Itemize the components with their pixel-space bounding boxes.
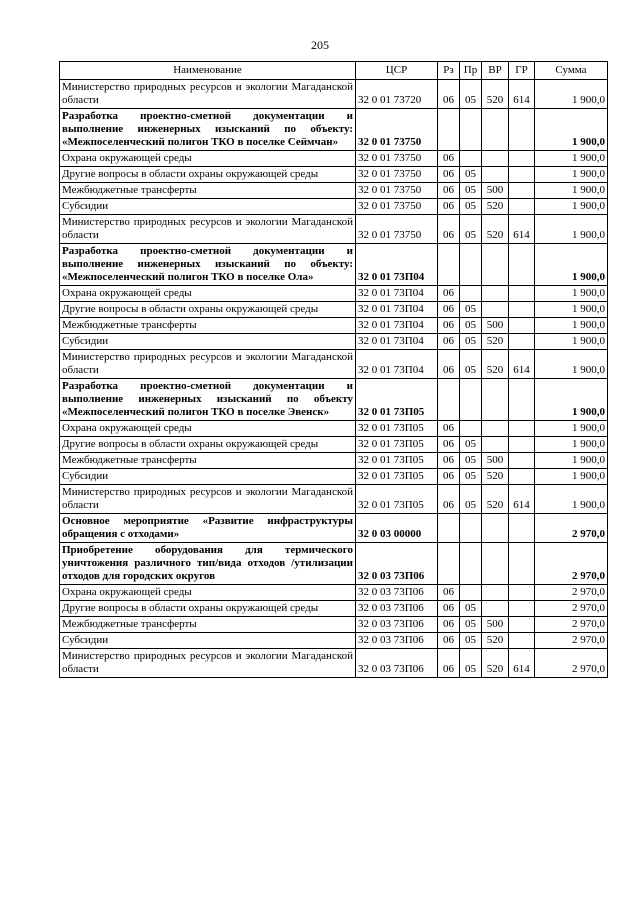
cell-gr xyxy=(509,633,535,649)
table-row xyxy=(60,80,608,109)
cell-csr: 32 0 03 00000 xyxy=(356,514,438,543)
table-body xyxy=(60,80,608,678)
cell-sum: 1 900,0 xyxy=(535,318,608,334)
cell-vr xyxy=(482,514,509,543)
table-row xyxy=(60,543,608,585)
cell-csr: 32 0 03 73П06 xyxy=(356,585,438,601)
cell-sum: 1 900,0 xyxy=(535,421,608,437)
cell-vr xyxy=(482,601,509,617)
cell-pr xyxy=(460,109,482,151)
cell-sum: 1 900,0 xyxy=(535,215,608,244)
cell-name: Приобретение оборудования для термического уничтожения различного тип/вида отходов /утилизации отходов для городских округов xyxy=(60,543,356,585)
cell-sum: 2 970,0 xyxy=(535,543,608,585)
cell-name: Другие вопросы в области охраны окружающей среды xyxy=(60,302,356,318)
cell-rz: 06 xyxy=(438,649,460,678)
cell-gr: 614 xyxy=(509,80,535,109)
cell-csr: 32 0 03 73П06 xyxy=(356,601,438,617)
cell-pr: 05 xyxy=(460,485,482,514)
cell-csr: 32 0 01 73750 xyxy=(356,183,438,199)
cell-pr: 05 xyxy=(460,350,482,379)
cell-name: Охрана окружающей среды xyxy=(60,585,356,601)
cell-pr xyxy=(460,244,482,286)
cell-csr: 32 0 01 73П05 xyxy=(356,437,438,453)
cell-gr xyxy=(509,286,535,302)
cell-csr: 32 0 01 73П05 xyxy=(356,453,438,469)
table-row xyxy=(60,109,608,151)
cell-gr xyxy=(509,318,535,334)
cell-csr: 32 0 01 73П05 xyxy=(356,421,438,437)
table-row xyxy=(60,379,608,421)
cell-gr xyxy=(509,244,535,286)
cell-csr: 32 0 01 73750 xyxy=(356,151,438,167)
cell-rz xyxy=(438,543,460,585)
cell-gr xyxy=(509,421,535,437)
cell-gr xyxy=(509,514,535,543)
cell-pr xyxy=(460,286,482,302)
cell-sum: 1 900,0 xyxy=(535,469,608,485)
cell-sum: 2 970,0 xyxy=(535,617,608,633)
cell-csr: 32 0 01 73750 xyxy=(356,199,438,215)
cell-sum: 1 900,0 xyxy=(535,199,608,215)
cell-csr: 32 0 01 73П05 xyxy=(356,485,438,514)
cell-gr: 614 xyxy=(509,485,535,514)
cell-pr xyxy=(460,379,482,421)
cell-vr xyxy=(482,421,509,437)
table-row xyxy=(60,215,608,244)
cell-pr: 05 xyxy=(460,302,482,318)
cell-name: Межбюджетные трансферты xyxy=(60,617,356,633)
cell-name: Субсидии xyxy=(60,469,356,485)
cell-csr: 32 0 01 73П05 xyxy=(356,379,438,421)
cell-vr: 520 xyxy=(482,633,509,649)
cell-name: Межбюджетные трансферты xyxy=(60,183,356,199)
table-row xyxy=(60,649,608,678)
cell-sum: 2 970,0 xyxy=(535,601,608,617)
cell-sum: 1 900,0 xyxy=(535,167,608,183)
cell-vr: 520 xyxy=(482,334,509,350)
cell-name: Министерство природных ресурсов и экологии Магаданской области xyxy=(60,485,356,514)
column-header-rz: Рз xyxy=(438,62,460,80)
cell-rz: 06 xyxy=(438,80,460,109)
table-row xyxy=(60,514,608,543)
cell-vr xyxy=(482,543,509,585)
cell-csr: 32 0 01 73П04 xyxy=(356,318,438,334)
cell-rz: 06 xyxy=(438,199,460,215)
cell-name: Другие вопросы в области охраны окружающей среды xyxy=(60,437,356,453)
cell-name: Субсидии xyxy=(60,199,356,215)
cell-name: Субсидии xyxy=(60,633,356,649)
cell-sum: 1 900,0 xyxy=(535,183,608,199)
cell-rz: 06 xyxy=(438,334,460,350)
cell-sum: 1 900,0 xyxy=(535,437,608,453)
cell-pr: 05 xyxy=(460,215,482,244)
table-row xyxy=(60,244,608,286)
cell-rz: 06 xyxy=(438,469,460,485)
cell-rz: 06 xyxy=(438,302,460,318)
cell-sum: 1 900,0 xyxy=(535,485,608,514)
cell-gr: 614 xyxy=(509,215,535,244)
cell-name: Министерство природных ресурсов и экологии Магаданской области xyxy=(60,80,356,109)
cell-sum: 2 970,0 xyxy=(535,585,608,601)
cell-sum: 1 900,0 xyxy=(535,286,608,302)
cell-csr: 32 0 01 73П04 xyxy=(356,302,438,318)
cell-name: Другие вопросы в области охраны окружающей среды xyxy=(60,601,356,617)
cell-name: Министерство природных ресурсов и экологии Магаданской области xyxy=(60,649,356,678)
cell-gr xyxy=(509,334,535,350)
cell-name: Министерство природных ресурсов и экологии Магаданской области xyxy=(60,215,356,244)
cell-rz: 06 xyxy=(438,167,460,183)
cell-name: Основное мероприятие «Развитие инфраструктуры обращения с отходами» xyxy=(60,514,356,543)
cell-rz xyxy=(438,514,460,543)
cell-gr xyxy=(509,167,535,183)
table-row xyxy=(60,485,608,514)
table-row xyxy=(60,151,608,167)
cell-rz: 06 xyxy=(438,421,460,437)
cell-pr: 05 xyxy=(460,601,482,617)
column-header-sum: Сумма xyxy=(535,62,608,80)
cell-pr: 05 xyxy=(460,80,482,109)
cell-rz: 06 xyxy=(438,453,460,469)
page-number: 205 xyxy=(311,38,329,52)
cell-pr: 05 xyxy=(460,199,482,215)
cell-csr: 32 0 01 73П04 xyxy=(356,244,438,286)
cell-gr xyxy=(509,469,535,485)
budget-table xyxy=(59,61,608,678)
cell-name: Межбюджетные трансферты xyxy=(60,453,356,469)
table-row xyxy=(60,167,608,183)
cell-vr xyxy=(482,302,509,318)
cell-name: Разработка проектно-сметной документации и выполнение инженерных изысканий по объекту: «Межпоселенческий полигон ТКО в поселке Сеймчан» xyxy=(60,109,356,151)
column-header-csr: ЦСР xyxy=(356,62,438,80)
table-row xyxy=(60,286,608,302)
cell-rz xyxy=(438,379,460,421)
cell-name: Разработка проектно-сметной документации и выполнение инженерных изысканий по объекту «Межпоселенческий полигон ТКО в поселке Эвенск» xyxy=(60,379,356,421)
cell-gr xyxy=(509,585,535,601)
cell-rz: 06 xyxy=(438,215,460,244)
cell-csr: 32 0 01 73П04 xyxy=(356,334,438,350)
column-header-pr: Пр xyxy=(460,62,482,80)
cell-name: Охрана окружающей среды xyxy=(60,286,356,302)
cell-rz: 06 xyxy=(438,585,460,601)
cell-pr: 05 xyxy=(460,617,482,633)
table-row xyxy=(60,199,608,215)
cell-csr: 32 0 01 73П04 xyxy=(356,286,438,302)
cell-pr: 05 xyxy=(460,183,482,199)
cell-name: Министерство природных ресурсов и экологии Магаданской области xyxy=(60,350,356,379)
cell-gr xyxy=(509,617,535,633)
cell-vr xyxy=(482,244,509,286)
cell-vr xyxy=(482,167,509,183)
cell-pr xyxy=(460,585,482,601)
table-row xyxy=(60,453,608,469)
cell-gr xyxy=(509,601,535,617)
table-row xyxy=(60,601,608,617)
cell-rz: 06 xyxy=(438,318,460,334)
cell-rz: 06 xyxy=(438,617,460,633)
cell-pr: 05 xyxy=(460,649,482,678)
cell-rz: 06 xyxy=(438,601,460,617)
cell-vr xyxy=(482,286,509,302)
cell-name: Другие вопросы в области охраны окружающей среды xyxy=(60,167,356,183)
cell-vr xyxy=(482,585,509,601)
cell-vr: 500 xyxy=(482,318,509,334)
cell-csr: 32 0 01 73П04 xyxy=(356,350,438,379)
column-header-gr: ГР xyxy=(509,62,535,80)
table-row xyxy=(60,469,608,485)
cell-vr: 520 xyxy=(482,485,509,514)
table-row xyxy=(60,350,608,379)
cell-csr: 32 0 03 73П06 xyxy=(356,633,438,649)
cell-sum: 1 900,0 xyxy=(535,80,608,109)
cell-gr xyxy=(509,453,535,469)
cell-csr: 32 0 03 73П06 xyxy=(356,543,438,585)
cell-rz: 06 xyxy=(438,485,460,514)
cell-vr xyxy=(482,379,509,421)
cell-csr: 32 0 03 73П06 xyxy=(356,617,438,633)
cell-gr xyxy=(509,437,535,453)
cell-sum: 1 900,0 xyxy=(535,109,608,151)
cell-pr xyxy=(460,543,482,585)
cell-pr: 05 xyxy=(460,437,482,453)
cell-csr: 32 0 01 73750 xyxy=(356,215,438,244)
table-row xyxy=(60,585,608,601)
cell-csr: 32 0 03 73П06 xyxy=(356,649,438,678)
cell-rz: 06 xyxy=(438,183,460,199)
cell-sum: 1 900,0 xyxy=(535,302,608,318)
table-row xyxy=(60,183,608,199)
cell-vr: 520 xyxy=(482,215,509,244)
cell-vr: 500 xyxy=(482,453,509,469)
cell-vr: 520 xyxy=(482,469,509,485)
table-row xyxy=(60,334,608,350)
cell-pr xyxy=(460,151,482,167)
cell-pr xyxy=(460,421,482,437)
cell-rz xyxy=(438,109,460,151)
table-row xyxy=(60,633,608,649)
table-row xyxy=(60,617,608,633)
cell-pr: 05 xyxy=(460,334,482,350)
cell-vr: 520 xyxy=(482,80,509,109)
table-row xyxy=(60,437,608,453)
cell-csr: 32 0 01 73750 xyxy=(356,109,438,151)
cell-rz: 06 xyxy=(438,350,460,379)
cell-name: Межбюджетные трансферты xyxy=(60,318,356,334)
cell-sum: 1 900,0 xyxy=(535,453,608,469)
cell-sum: 1 900,0 xyxy=(535,151,608,167)
cell-vr: 500 xyxy=(482,617,509,633)
cell-pr xyxy=(460,514,482,543)
cell-gr xyxy=(509,109,535,151)
cell-name: Охрана окружающей среды xyxy=(60,151,356,167)
table-row xyxy=(60,421,608,437)
cell-gr xyxy=(509,151,535,167)
cell-name: Разработка проектно-сметной документации и выполнение инженерных изысканий по объекту: «Межпоселенческий полигон ТКО в поселке Ола» xyxy=(60,244,356,286)
cell-gr xyxy=(509,302,535,318)
cell-gr xyxy=(509,199,535,215)
cell-gr: 614 xyxy=(509,649,535,678)
cell-gr xyxy=(509,379,535,421)
cell-pr: 05 xyxy=(460,318,482,334)
table-header-row xyxy=(60,62,608,80)
cell-gr: 614 xyxy=(509,350,535,379)
table-row xyxy=(60,318,608,334)
column-header-name: Наименование xyxy=(60,62,356,80)
cell-sum: 1 900,0 xyxy=(535,379,608,421)
cell-csr: 32 0 01 73750 xyxy=(356,167,438,183)
cell-vr: 520 xyxy=(482,199,509,215)
cell-sum: 1 900,0 xyxy=(535,334,608,350)
cell-gr xyxy=(509,183,535,199)
cell-rz xyxy=(438,244,460,286)
cell-csr: 32 0 01 73П05 xyxy=(356,469,438,485)
cell-pr: 05 xyxy=(460,167,482,183)
cell-rz: 06 xyxy=(438,151,460,167)
column-header-vr: ВР xyxy=(482,62,509,80)
cell-name: Субсидии xyxy=(60,334,356,350)
cell-csr: 32 0 01 73720 xyxy=(356,80,438,109)
cell-name: Охрана окружающей среды xyxy=(60,421,356,437)
cell-vr: 500 xyxy=(482,183,509,199)
cell-rz: 06 xyxy=(438,633,460,649)
cell-sum: 2 970,0 xyxy=(535,649,608,678)
cell-sum: 2 970,0 xyxy=(535,633,608,649)
cell-vr xyxy=(482,437,509,453)
cell-rz: 06 xyxy=(438,437,460,453)
cell-gr xyxy=(509,543,535,585)
cell-sum: 1 900,0 xyxy=(535,244,608,286)
cell-rz: 06 xyxy=(438,286,460,302)
cell-vr xyxy=(482,109,509,151)
cell-sum: 2 970,0 xyxy=(535,514,608,543)
cell-vr xyxy=(482,151,509,167)
cell-pr: 05 xyxy=(460,469,482,485)
cell-pr: 05 xyxy=(460,453,482,469)
table-row xyxy=(60,302,608,318)
cell-pr: 05 xyxy=(460,633,482,649)
cell-sum: 1 900,0 xyxy=(535,350,608,379)
cell-vr: 520 xyxy=(482,649,509,678)
cell-vr: 520 xyxy=(482,350,509,379)
